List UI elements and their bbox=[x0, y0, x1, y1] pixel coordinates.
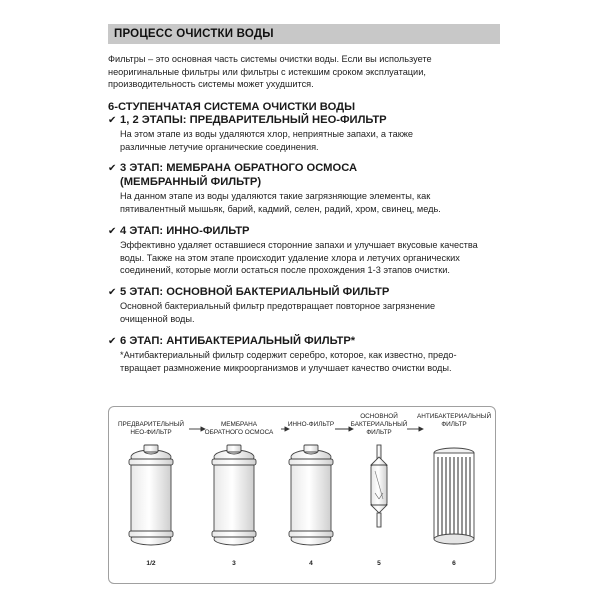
stage-text-line: воды. Также на этом этапе происходит удаление хлора и летучих органических bbox=[120, 252, 460, 263]
stage-description bbox=[120, 190, 500, 215]
stage-3 bbox=[108, 162, 500, 215]
stage-1-2 bbox=[108, 114, 500, 154]
stage-title bbox=[120, 162, 357, 189]
stage-number: 3 bbox=[232, 560, 236, 567]
stage-4 bbox=[108, 225, 500, 277]
filter-label-1: ПРЕДВАРИТЕЛЬНЫЙ bbox=[117, 421, 185, 428]
checkmark-icon: ✔ bbox=[108, 286, 117, 298]
filter-label-5: АНТИБАКТЕРИАЛЬНЫЙ bbox=[416, 413, 492, 420]
stage-text-line: твращает размножение микроорганизмов и улучшает качество очистки воды. bbox=[120, 362, 452, 373]
filter-diagram bbox=[108, 406, 496, 584]
page-title: ПРОЦЕСС ОЧИСТКИ ВОДЫ bbox=[108, 24, 500, 44]
intro-line: Фильтры – это основная часть системы очистки воды. Если вы используете bbox=[108, 54, 432, 64]
membrane-cartridge-icon bbox=[212, 445, 256, 545]
stage-description bbox=[120, 349, 500, 374]
checkmark-icon: ✔ bbox=[108, 335, 117, 347]
inno-filter-cartridge-icon bbox=[289, 445, 333, 545]
intro-paragraph bbox=[108, 53, 500, 91]
stage-text-line: Основной бактериальный фильтр предотвращает повторное загрязнение bbox=[120, 301, 436, 312]
stage-number: 1/2 bbox=[146, 560, 156, 567]
stage-number: 6 bbox=[452, 560, 456, 567]
section-heading: 6-СТУПЕНЧАТАЯ СИСТЕМА ОЧИСТКИ ВОДЫ bbox=[108, 100, 356, 113]
checkmark-icon: ✔ bbox=[108, 225, 117, 237]
stage-text-line: *Антибактериальный фильтр содержит серебро, которое, как известно, предо- bbox=[120, 350, 457, 361]
stage-text-line: соединений, которые могли остаться после прохождения 1-3 этапов очистки. bbox=[120, 265, 450, 276]
stage-title-line: 3 ЭТАП: МЕМБРАНА ОБРАТНОГО ОСМОСА bbox=[120, 162, 358, 175]
filter-label-1: НЕО-ФИЛЬТР bbox=[130, 429, 172, 436]
document-page bbox=[108, 24, 500, 374]
stage-text-line: пятивалентный мышьяк, барий, кадмий, селен, радий, хром, свинец, медь. bbox=[120, 204, 441, 215]
stage-title: 4 ЭТАП: ИННО-ФИЛЬТР bbox=[120, 224, 250, 237]
stage-text-line: На данном этапе из воды удаляются такие загрязняющие элементы, как bbox=[120, 191, 431, 202]
stage-text-line: очищенной воды. bbox=[120, 314, 195, 325]
checkmark-icon: ✔ bbox=[108, 114, 117, 126]
stage-text-line: различные летучие органические соединения. bbox=[120, 141, 319, 152]
stage-title-line: (МЕМБРАННЫЙ ФИЛЬТР) bbox=[120, 175, 262, 188]
intro-line: неоригинальные фильтры или фильтры с истекшим сроком эксплуатации, bbox=[108, 66, 426, 77]
checkmark-icon: ✔ bbox=[108, 163, 117, 175]
filter-label-2: ОБРАТНОГО ОСМОСА bbox=[204, 429, 274, 436]
stage-number: 5 bbox=[377, 560, 381, 567]
bacterial-filter-icon bbox=[371, 445, 387, 527]
intro-line: производительность системы может ухудшится. bbox=[108, 79, 314, 90]
stage-title: 6 ЭТАП: АНТИБАКТЕРИАЛЬНЫЙ ФИЛЬТР* bbox=[120, 334, 356, 347]
stage-title: 1, 2 ЭТАПЫ: ПРЕДВАРИТЕЛЬНЫЙ НЕО-ФИЛЬТР bbox=[120, 113, 387, 126]
stage-description bbox=[120, 239, 500, 277]
filter-label-4: БАКТЕРИАЛЬНЫЙ bbox=[350, 421, 408, 428]
filter-label-2: МЕМБРАНА bbox=[220, 421, 258, 428]
filter-label-3: ИННО-ФИЛЬТР bbox=[287, 421, 335, 428]
stage-6 bbox=[108, 335, 500, 375]
filter-label-4: ФИЛЬТР bbox=[366, 429, 392, 436]
filter-diagram-svg bbox=[109, 407, 495, 583]
antibacterial-filter-icon bbox=[434, 448, 474, 544]
stage-text-line: На этом этапе из воды удаляются хлор, неприятные запахи, а также bbox=[120, 129, 414, 140]
stage-text-line: Эффективно удаляет оставшиеся сторонние запахи и улучшает вкусовые качества bbox=[120, 240, 478, 251]
stage-description bbox=[120, 300, 500, 325]
stage-5 bbox=[108, 286, 500, 326]
stage-number: 4 bbox=[309, 560, 313, 567]
filter-label-5: ФИЛЬТР bbox=[441, 421, 467, 428]
pre-filter-cartridge-icon bbox=[129, 445, 173, 545]
stage-title: 5 ЭТАП: ОСНОВНОЙ БАКТЕРИАЛЬНЫЙ ФИЛЬТР bbox=[120, 285, 390, 298]
filter-label-4: ОСНОВНОЙ bbox=[360, 413, 398, 420]
stage-description bbox=[120, 128, 500, 153]
